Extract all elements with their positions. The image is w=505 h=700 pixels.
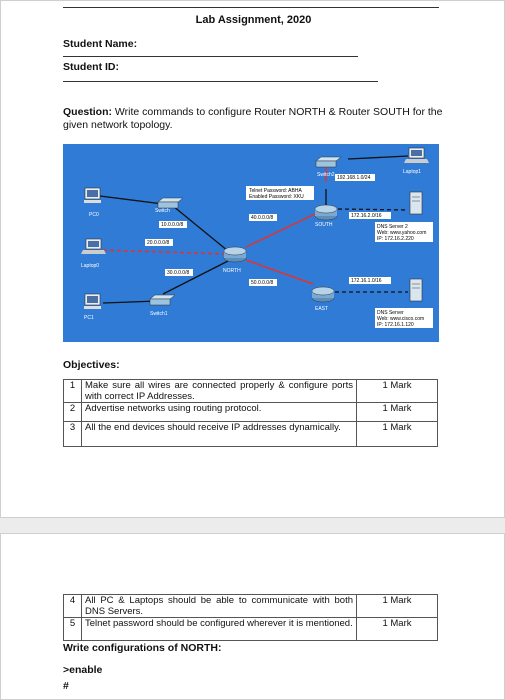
laptop1-label: Laptop1 bbox=[403, 169, 422, 175]
switch2-label: Switch2 bbox=[317, 172, 335, 178]
switch1-label: Switch1 bbox=[150, 311, 168, 317]
student-name-line bbox=[63, 56, 358, 57]
router-north-label: NORTH bbox=[223, 268, 241, 274]
router-south-label: SOUTH bbox=[315, 222, 333, 228]
telnet-note bbox=[246, 186, 314, 200]
net-400-label: 40.0.0.0/8 bbox=[251, 215, 274, 221]
objective-text: All the end devices should receive IP addresses dynamically. bbox=[82, 422, 357, 447]
table-row bbox=[64, 422, 438, 447]
net-192-label: 192.168.1.0/24 bbox=[337, 175, 371, 181]
objective-number: 5 bbox=[64, 618, 82, 641]
config-command-enable: >enable bbox=[63, 664, 103, 676]
router-south-icon bbox=[315, 205, 337, 220]
table-row bbox=[64, 618, 438, 641]
router-east-label: EAST bbox=[315, 306, 329, 312]
pc1-label: PC1 bbox=[84, 315, 94, 321]
laptop0-label: Laptop0 bbox=[81, 263, 100, 269]
telnet-note-line-2: Enabled Password: XKU bbox=[249, 194, 304, 200]
network-topology-diagram bbox=[63, 144, 439, 342]
net-172-1-label: 172.16.1.0/16 bbox=[351, 278, 382, 284]
objective-marks: 1 Mark bbox=[357, 422, 438, 447]
objective-text: Advertise networks using routing protocol. bbox=[82, 403, 357, 422]
router-north-icon bbox=[224, 247, 246, 262]
router-east-icon bbox=[312, 287, 334, 302]
pc1-icon bbox=[84, 294, 101, 309]
assignment-page-2 bbox=[0, 533, 505, 700]
table-row bbox=[64, 380, 438, 403]
dns-server-2-icon bbox=[410, 192, 422, 214]
student-id-line bbox=[63, 81, 378, 82]
net-500-label: 50.0.0.0/8 bbox=[251, 280, 274, 286]
top-rule bbox=[63, 7, 439, 8]
telnet-note-line-1: Telnet Password: ABHA bbox=[249, 188, 302, 194]
write-config-heading: Write configurations of NORTH: bbox=[63, 642, 222, 654]
table-row bbox=[64, 595, 438, 618]
pc0-icon bbox=[84, 188, 101, 203]
question-body: Write commands to configure Router NORTH & Router SOUTH for the given network topology. bbox=[63, 106, 443, 131]
objectives-table bbox=[63, 379, 438, 447]
objective-number: 1 bbox=[64, 380, 82, 403]
dns-server-2-web: Web: www.yahoo.com bbox=[377, 230, 427, 236]
objective-text: All PC & Laptops should be able to communicate with both DNS Servers. bbox=[82, 595, 357, 618]
objective-number: 3 bbox=[64, 422, 82, 447]
dns-server-1-web: Web: www.cisco.com bbox=[377, 316, 425, 322]
net-200-label: 20.0.0.0/8 bbox=[147, 240, 170, 246]
dns-server-2-ip: IP: 172.16.2.220 bbox=[377, 236, 414, 242]
student-name-label: Student Name: bbox=[63, 38, 138, 50]
student-id-label: Student ID: bbox=[63, 61, 119, 73]
pc0-label: PC0 bbox=[89, 212, 99, 218]
objective-marks: 1 Mark bbox=[357, 380, 438, 403]
table-row bbox=[64, 403, 438, 422]
page-title: Lab Assignment, 2020 bbox=[195, 14, 312, 26]
net-172-2-label: 172.16.2.0/16 bbox=[351, 213, 382, 219]
objective-number: 2 bbox=[64, 403, 82, 422]
dns-server-1-icon bbox=[410, 279, 422, 301]
objective-text: Make sure all wires are connected properly & configure ports with correct IP Addresses. bbox=[82, 380, 357, 403]
objectives-heading: Objectives: bbox=[63, 359, 120, 371]
config-prompt: # bbox=[63, 680, 69, 692]
dns-server-1-label: DNS Server bbox=[377, 310, 404, 316]
objective-text: Telnet password should be configured wherever it is mentioned. bbox=[82, 618, 357, 641]
dns-server-1-ip: IP: 172.16.1.120 bbox=[377, 322, 414, 328]
question-label: Question: bbox=[63, 106, 112, 118]
question-text bbox=[63, 106, 453, 132]
switch-label: Switch bbox=[155, 208, 170, 214]
net-100-label: 10.0.0.0/8 bbox=[161, 222, 184, 228]
objective-number: 4 bbox=[64, 595, 82, 618]
objectives-table-continued bbox=[63, 594, 438, 641]
objective-marks: 1 Mark bbox=[357, 403, 438, 422]
objective-marks: 1 Mark bbox=[357, 595, 438, 618]
objective-marks: 1 Mark bbox=[357, 618, 438, 641]
dns-server-2-label: DNS Server 2 bbox=[377, 224, 408, 230]
net-300-label: 30.0.0.0/8 bbox=[167, 270, 190, 276]
